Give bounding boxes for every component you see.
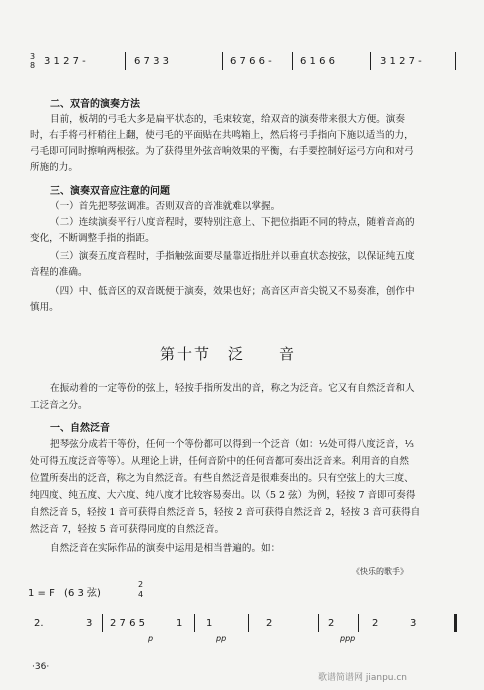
paragraph-line: 工泛音之分。 [30, 400, 88, 411]
paragraph-line: 所施的力。 [30, 162, 78, 173]
time-signature-top: 3 [30, 52, 36, 61]
example-time-top: 2 [138, 580, 144, 589]
barline [248, 614, 249, 632]
paragraph-line: （四）中、低音区的双音既便于演奏，效果也好；高音区声音尖锐又不易奏准，创作中 [50, 286, 415, 297]
watermark: 歌谱简谱网 jianpu.cn [318, 673, 408, 683]
barline [358, 614, 359, 632]
barline [194, 614, 195, 632]
key-signature [28, 584, 101, 599]
note: 3 [410, 618, 417, 629]
score-segment: 3 1 2 7 - [380, 56, 422, 67]
barline [125, 52, 126, 70]
note: 2 [372, 618, 379, 629]
barline [222, 52, 223, 70]
score-segment: 3 1 2 7 - [44, 56, 86, 67]
note: 1 [176, 618, 183, 629]
chapter-title: 第十节 泛 音 [160, 345, 297, 363]
paragraph-line: 音程的准确。 [30, 267, 88, 278]
barline [455, 52, 456, 70]
dynamic-mark: pp [216, 634, 227, 643]
time-signature-bottom: 8 [30, 61, 36, 70]
note: 1 [206, 618, 213, 629]
note: 2. [34, 618, 44, 629]
paragraph-line: （一）首先把琴弦调准。否则双音的音准就难以掌握。 [50, 201, 281, 212]
barline [318, 614, 319, 632]
barline [102, 614, 103, 632]
note: 2 7 6 5 [110, 618, 145, 629]
score-segment: 6 1 6 6 [300, 56, 335, 67]
barline [454, 614, 457, 632]
dynamic-mark: p [148, 634, 154, 643]
example-time-bottom: 4 [138, 590, 144, 599]
key-label: 1 = F [28, 588, 55, 599]
paragraph-line: 目前，板胡的弓毛大多是扁平状态的，毛束较宽，给双音的演奏带来很大方便。演奏 [50, 114, 405, 125]
score-segment: 6 7 3 3 [134, 56, 169, 67]
paragraph-line: （三）演奏五度音程时，手指触弦面要尽量靠近指肚并以垂直状态按弦，以保证纯五度 [50, 251, 415, 262]
dynamic-mark: ppp [340, 634, 356, 643]
section-heading: 一、自然泛音 [50, 423, 110, 434]
paragraph-line: 慎用。 [30, 302, 59, 313]
paragraph-line: 时，右手将弓杆稍往上翻，使弓毛的平面贴在共鸣箱上，然后将弓手指向下施以适当的力， [30, 130, 414, 141]
note: 2 [328, 618, 335, 629]
paragraph-line: 弓毛即可同时擦响两根弦。为了获得里外弦音响效果的平衡，右手要控制好运弓方向和对弓 [30, 146, 414, 157]
string-label: (6 3 弦) [64, 588, 101, 599]
barline [370, 52, 371, 70]
example-score [28, 612, 458, 652]
section-heading: 二、双音的演奏方法 [50, 99, 140, 110]
note: 2 [266, 618, 273, 629]
paragraph-line: （二）连续演奏平行八度音程时，要特别注意上、下把位指距不同的特点，随着音高的 [50, 217, 415, 228]
barline [292, 52, 293, 70]
example-label: 《快乐的歌手》 [352, 567, 408, 576]
paragraph-line: 纯四度、纯五度、大六度、纯八度才比较容易奏出。以（5 2 弦）为例，轻按 7 音即可奏得 [30, 490, 416, 501]
paragraph-line: 处可得五度泛音等等）。从理论上讲，任何音阶中的任何音都可奏出泛音来。利用音的自然 [30, 456, 409, 467]
section-heading: 三、演奏双音应注意的问题 [50, 186, 170, 197]
paragraph-line: 位置所奏出的泛音，称之为自然泛音。有些自然泛音是很难奏出的。只有空弦上的大三度、 [30, 473, 414, 484]
paragraph-line: 变化，不断调整手指的指距。 [30, 233, 155, 244]
paragraph-line: 把琴弦分成若干等份，任何一个等份都可以得到一个泛音（如：½处可得八度泛音，⅓ [50, 439, 414, 450]
paragraph-line: 自然泛音在实际作品的演奏中运用是相当普遍的。如： [50, 543, 281, 554]
paragraph-line: 在振动着的一定等份的弦上，轻按手指所发出的音，称之为泛音。它又有自然泛音和人 [50, 383, 415, 394]
score-segment: 6 7 6 6 - [230, 56, 272, 67]
page-number: ·36· [32, 662, 50, 672]
paragraph-line: 然泛音 7，轻按 5 音可获得同度的自然泛音。 [30, 524, 225, 535]
paragraph-line: 自然泛音 5，轻按 1 音可获得自然泛音 5，轻按 2 音可获得自然泛音 2，轻按 3 音可获得自 [30, 507, 421, 518]
top-score [30, 52, 460, 74]
note: 3 [86, 618, 93, 629]
